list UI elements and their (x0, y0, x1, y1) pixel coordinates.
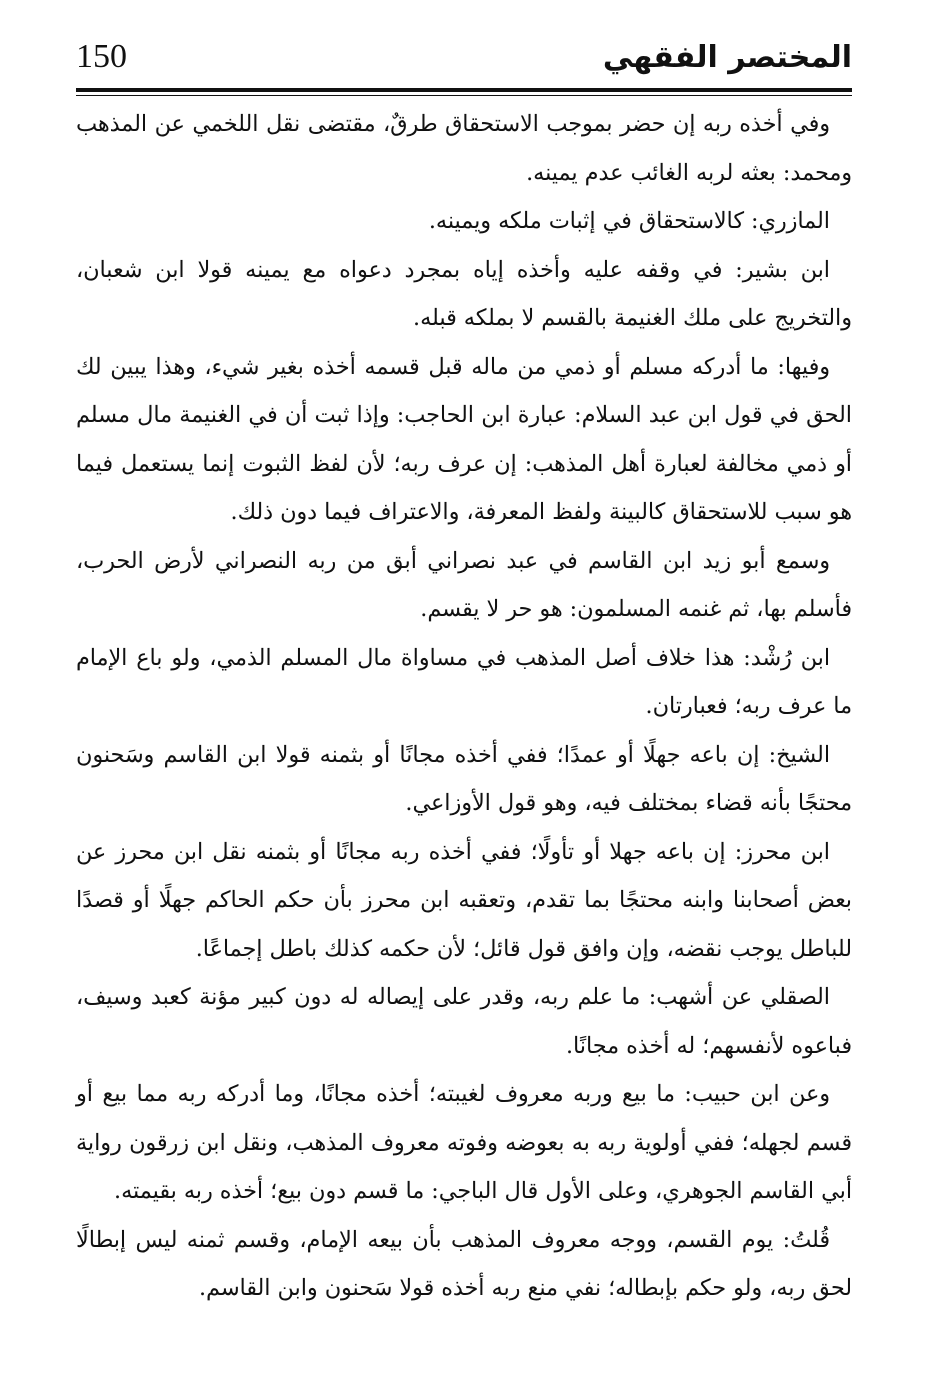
paragraph: قُلتُ: يوم القسم، ووجه معروف المذهب بأن بيعه الإمام، وقسم ثمنه ليس إبطالًا لحق ربه، ولو حكم بإبطاله؛ نفي منع ربه أخذه قولا سَحنون وابن القاسم. (76, 1226, 852, 1301)
header-rule-thick (76, 88, 852, 92)
header-rule-thin (76, 95, 852, 96)
paragraph: وفيها: ما أدركه مسلم أو ذمي من ماله قبل قسمه أخذه بغير شيء، وهذا يبين لك الحق في قول ابن عبد السلام: عبارة ابن الحاجب: وإذا ثبت أن في الغنيمة مال مسلم أو ذمي مخالفة لعبارة أهل المذهب: إن عرف ربه؛ لأن لفظ الثبوت إنما يستعمل فيما هو سبب للاستحقاق كالبينة ولفظ المعرفة، والاعتراف فيما دون ذلك. (76, 353, 852, 525)
paragraph: الصقلي عن أشهب: ما علم ربه، وقدر على إيصاله له دون كبير مؤنة كعبد وسيف، فباعوه لأنفسهم؛ له أخذه مجانًا. (76, 984, 852, 1059)
paragraph: وعن ابن حبيب: ما بيع وربه معروف لغيبته؛ أخذه مجانًا، وما أدركه ربه مما بيع أو قسم لجهله؛ ففي أولوية ربه به بعوضه وفوته معروف المذهب، ونقل ابن زرقون رواية أبي القاسم الجوهري، وعلى الأول قال الباجي: ما قسم دون بيع؛ أخذه ربه بقيمته. (76, 1081, 852, 1204)
paragraph: ابن محرز: إن باعه جهلا أو تأولًا؛ ففي أخذه ربه مجانًا أو بثمنه نقل ابن محرز عن بعض أصحابنا وابنه محتجًا بما تقدم، وتعقبه ابن محرز بأن حكم الحاكم جهلًا أو قصدًا للباطل يوجب نقضه، وإن وافق قول قائل؛ لأن حكمه كذلك باطل إجماعًا. (76, 838, 852, 962)
page-number: 150 (76, 38, 127, 75)
paragraph: ابن بشير: في وقفه عليه وأخذه إياه بمجرد دعواه مع يمينه قولا ابن شعبان، والتخريج على ملك الغنيمة بالقسم لا بملكه قبله. (76, 256, 852, 331)
paragraph: المازري: كالاستحقاق في إثبات ملكه ويمينه. (428, 208, 830, 234)
paragraph: الشيخ: إن باعه جهلًا أو عمدًا؛ ففي أخذه مجانًا أو بثمنه قولا ابن القاسم وسَحنون محتجًا بأنه قضاء بمختلف فيه، وهو قول الأوزاعي. (76, 741, 852, 816)
running-title: المختصر الفقهي (602, 39, 852, 75)
paragraph: وفي أخذه ربه إن حضر بموجب الاستحقاق طرقٌ، مقتضى نقل اللخمي عن المذهب ومحمد: بعثه لربه الغائب عدم يمينه. (76, 111, 852, 186)
page-header (76, 28, 852, 86)
paragraph: وسمع أبو زيد ابن القاسم في عبد نصراني أبق من ربه النصراني لأرض الحرب، فأسلم بها، ثم غنمه المسلمون: هو حر لا يقسم. (76, 547, 852, 622)
text-body (76, 100, 852, 1313)
paragraph: ابن رُشْد: هذا خلاف أصل المذهب في مساواة مال المسلم الذمي، ولو باع الإمام ما عرف ربه؛ فعبارتان. (76, 644, 852, 719)
